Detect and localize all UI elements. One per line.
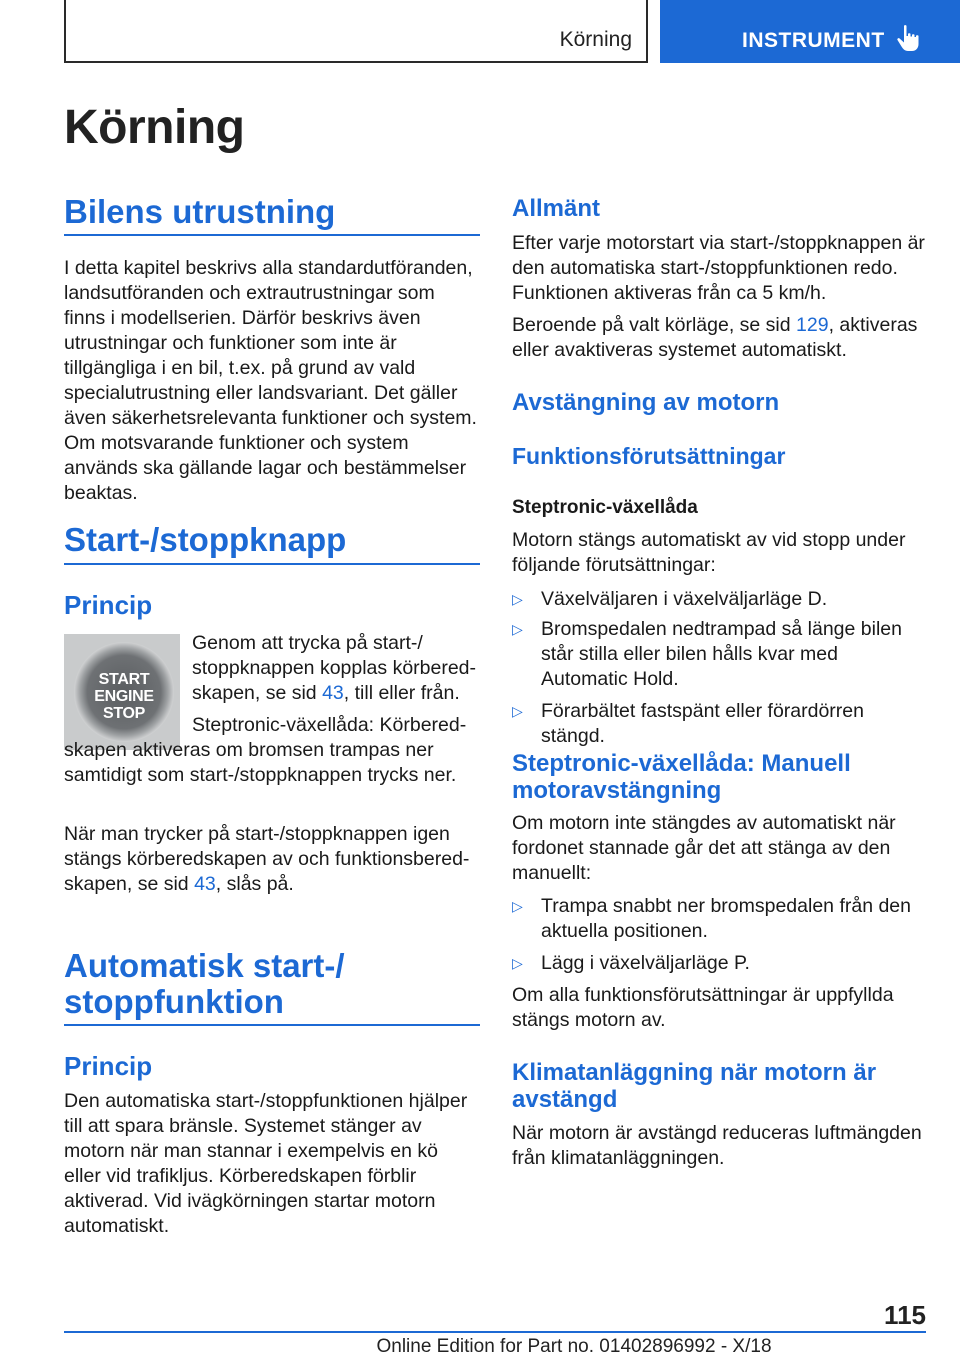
subsection-title-manuell-motoravstangning: [512, 750, 926, 804]
paragraph-manuell-after: Om alla funktionsförutsättningar är uppfyllda stängs motorn av.: [512, 984, 894, 1031]
subsection-title-princip-2: Princip: [64, 1051, 153, 1081]
paragraph-klimat: När motorn är avstängd reduceras luftmängden från klimatanläggningen.: [512, 1122, 922, 1169]
paragraph-princip-3: [64, 822, 480, 897]
list-item-text: Växelväljaren i växelväljarläge D.: [541, 588, 828, 610]
page-link-43[interactable]: 43: [194, 873, 216, 895]
paragraph-princip-2: Steptronic-växellåda: Körberedskapen aktiveras om bromsen trampas ner samtidigt som start-/stoppknappen trycks ner.: [64, 714, 467, 786]
header-section-box: [64, 0, 648, 63]
title-line-1: Klimatanläggning när motorn är: [512, 1059, 877, 1086]
page-link-43[interactable]: 43: [322, 682, 344, 704]
section-title-automatisk-start-stoppfunktion: [64, 948, 480, 1020]
text-part: Genom att trycka på start-/ stoppknappen kopplas körberedskapen, se sid: [192, 632, 477, 704]
footer-edition: Online Edition for Part no. 01402896992 - X/18: [376, 1336, 772, 1357]
bullet-triangle-icon: ▷: [512, 898, 523, 914]
text-part: Beroende på valt körläge, se sid: [512, 314, 797, 336]
bullet-triangle-icon: ▷: [512, 591, 523, 607]
hand-pointer-icon: [896, 24, 922, 52]
text-part: , aktiveras eller avaktiveras systemet automatiskt.: [512, 314, 918, 361]
paragraph-manuell: Om motorn inte stängdes av automatiskt när fordonet stannade går det att stänga av den manuellt:: [512, 812, 896, 884]
section-title-start-stoppknapp: Start-/stoppknapp: [64, 521, 347, 558]
list-item-text: Trampa snabbt ner bromspedalen från den aktuella positionen.: [541, 895, 911, 942]
title-line-2: stoppfunktion: [64, 983, 284, 1020]
chapter-title: Körning: [64, 101, 245, 154]
subsection-title-funktionsforutsattningar: Funktionsförutsättningar: [512, 443, 786, 469]
paragraph-steptronic: Motorn stängs automatiskt av vid stopp under följande förutsättningar:: [512, 529, 906, 576]
bullet-triangle-icon: ▷: [512, 621, 523, 637]
paragraph-allmant-2: [512, 313, 926, 363]
paragraph-princip-1: [192, 631, 482, 706]
header-section-label: Körning: [559, 28, 632, 51]
title-line-2: avstängd: [512, 1086, 618, 1113]
page-number: 115: [884, 1300, 926, 1330]
bullet-triangle-icon: ▷: [512, 955, 523, 971]
subsection-title-princip: Princip: [64, 590, 153, 620]
start-stop-button-label: START ENGINE STOP: [94, 671, 154, 722]
paragraph-princip-auto: Den automatiska start-/stoppfunktionen hjälper till att spara bränsle. Systemet stänger av motorn när man stannar i exempelvis en kö eller vid trafikljus. Körberedskapen förblir aktiverad. Vid ivägkörningen startar motorn automatiskt.: [64, 1090, 468, 1237]
footer-rule: [64, 1331, 926, 1333]
title-line-1: Automatisk start-/: [64, 947, 345, 984]
section-title-bilens-utrustning: Bilens utrustning: [64, 193, 336, 230]
text-part: När man trycker på start-/stoppknappen igen stängs körberedskapen av och funktionsberedskapen, se sid: [64, 823, 470, 895]
section-rule: [64, 234, 480, 236]
tab-instrument-label: INSTRUMENT: [742, 29, 885, 52]
heading-steptronic: Steptronic-växellåda: [512, 497, 698, 518]
list-item-text: Förarbältet fastspänt eller förardörren stängd.: [541, 700, 864, 747]
section-rule: [64, 563, 480, 565]
list-item-text: Lägg i växelväljarläge P.: [541, 952, 750, 974]
section-title-avstangning: Avstängning av motorn: [512, 389, 780, 416]
list-item-text: Bromspedalen nedtrampad så länge bilen står stilla eller bilen hålls kvar med Automatic Hold.: [541, 618, 902, 690]
paragraph-allmant-1: Efter varje motorstart via start-/stoppknappen är den automatiska start-/stoppfunktionen redo. Funktionen aktiveras från ca 5 km/h.: [512, 232, 925, 304]
text-part: , slås på.: [215, 873, 294, 895]
paragraph-bilens-utrustning: I detta kapitel beskrivs alla standardutföranden, landsutföranden och extrautrustningar som finns i modellserien. Därför beskrivs även utrustningar och funktioner som inte är tillgängliga i en bil, t.ex. på grund av vald specialutrustning eller landsvariant. Det gäller även säkerhetsrelevanta funktioner och system. Om motsvarande funktioner och system används ska gällande lagar och bestämmelser beaktas.: [64, 257, 477, 504]
page-link-129[interactable]: 129: [796, 314, 829, 336]
subsection-title-allmant: Allmänt: [512, 195, 601, 222]
bullet-triangle-icon: ▷: [512, 703, 523, 719]
text-part: , till eller från.: [343, 682, 460, 704]
title-line-1: Steptronic-växellåda: Manuell: [512, 750, 851, 777]
subsection-title-klimatanlaggning: [512, 1059, 926, 1113]
tab-instrument[interactable]: [660, 0, 960, 63]
section-rule: [64, 1024, 480, 1026]
title-line-2: motoravstängning: [512, 777, 722, 804]
